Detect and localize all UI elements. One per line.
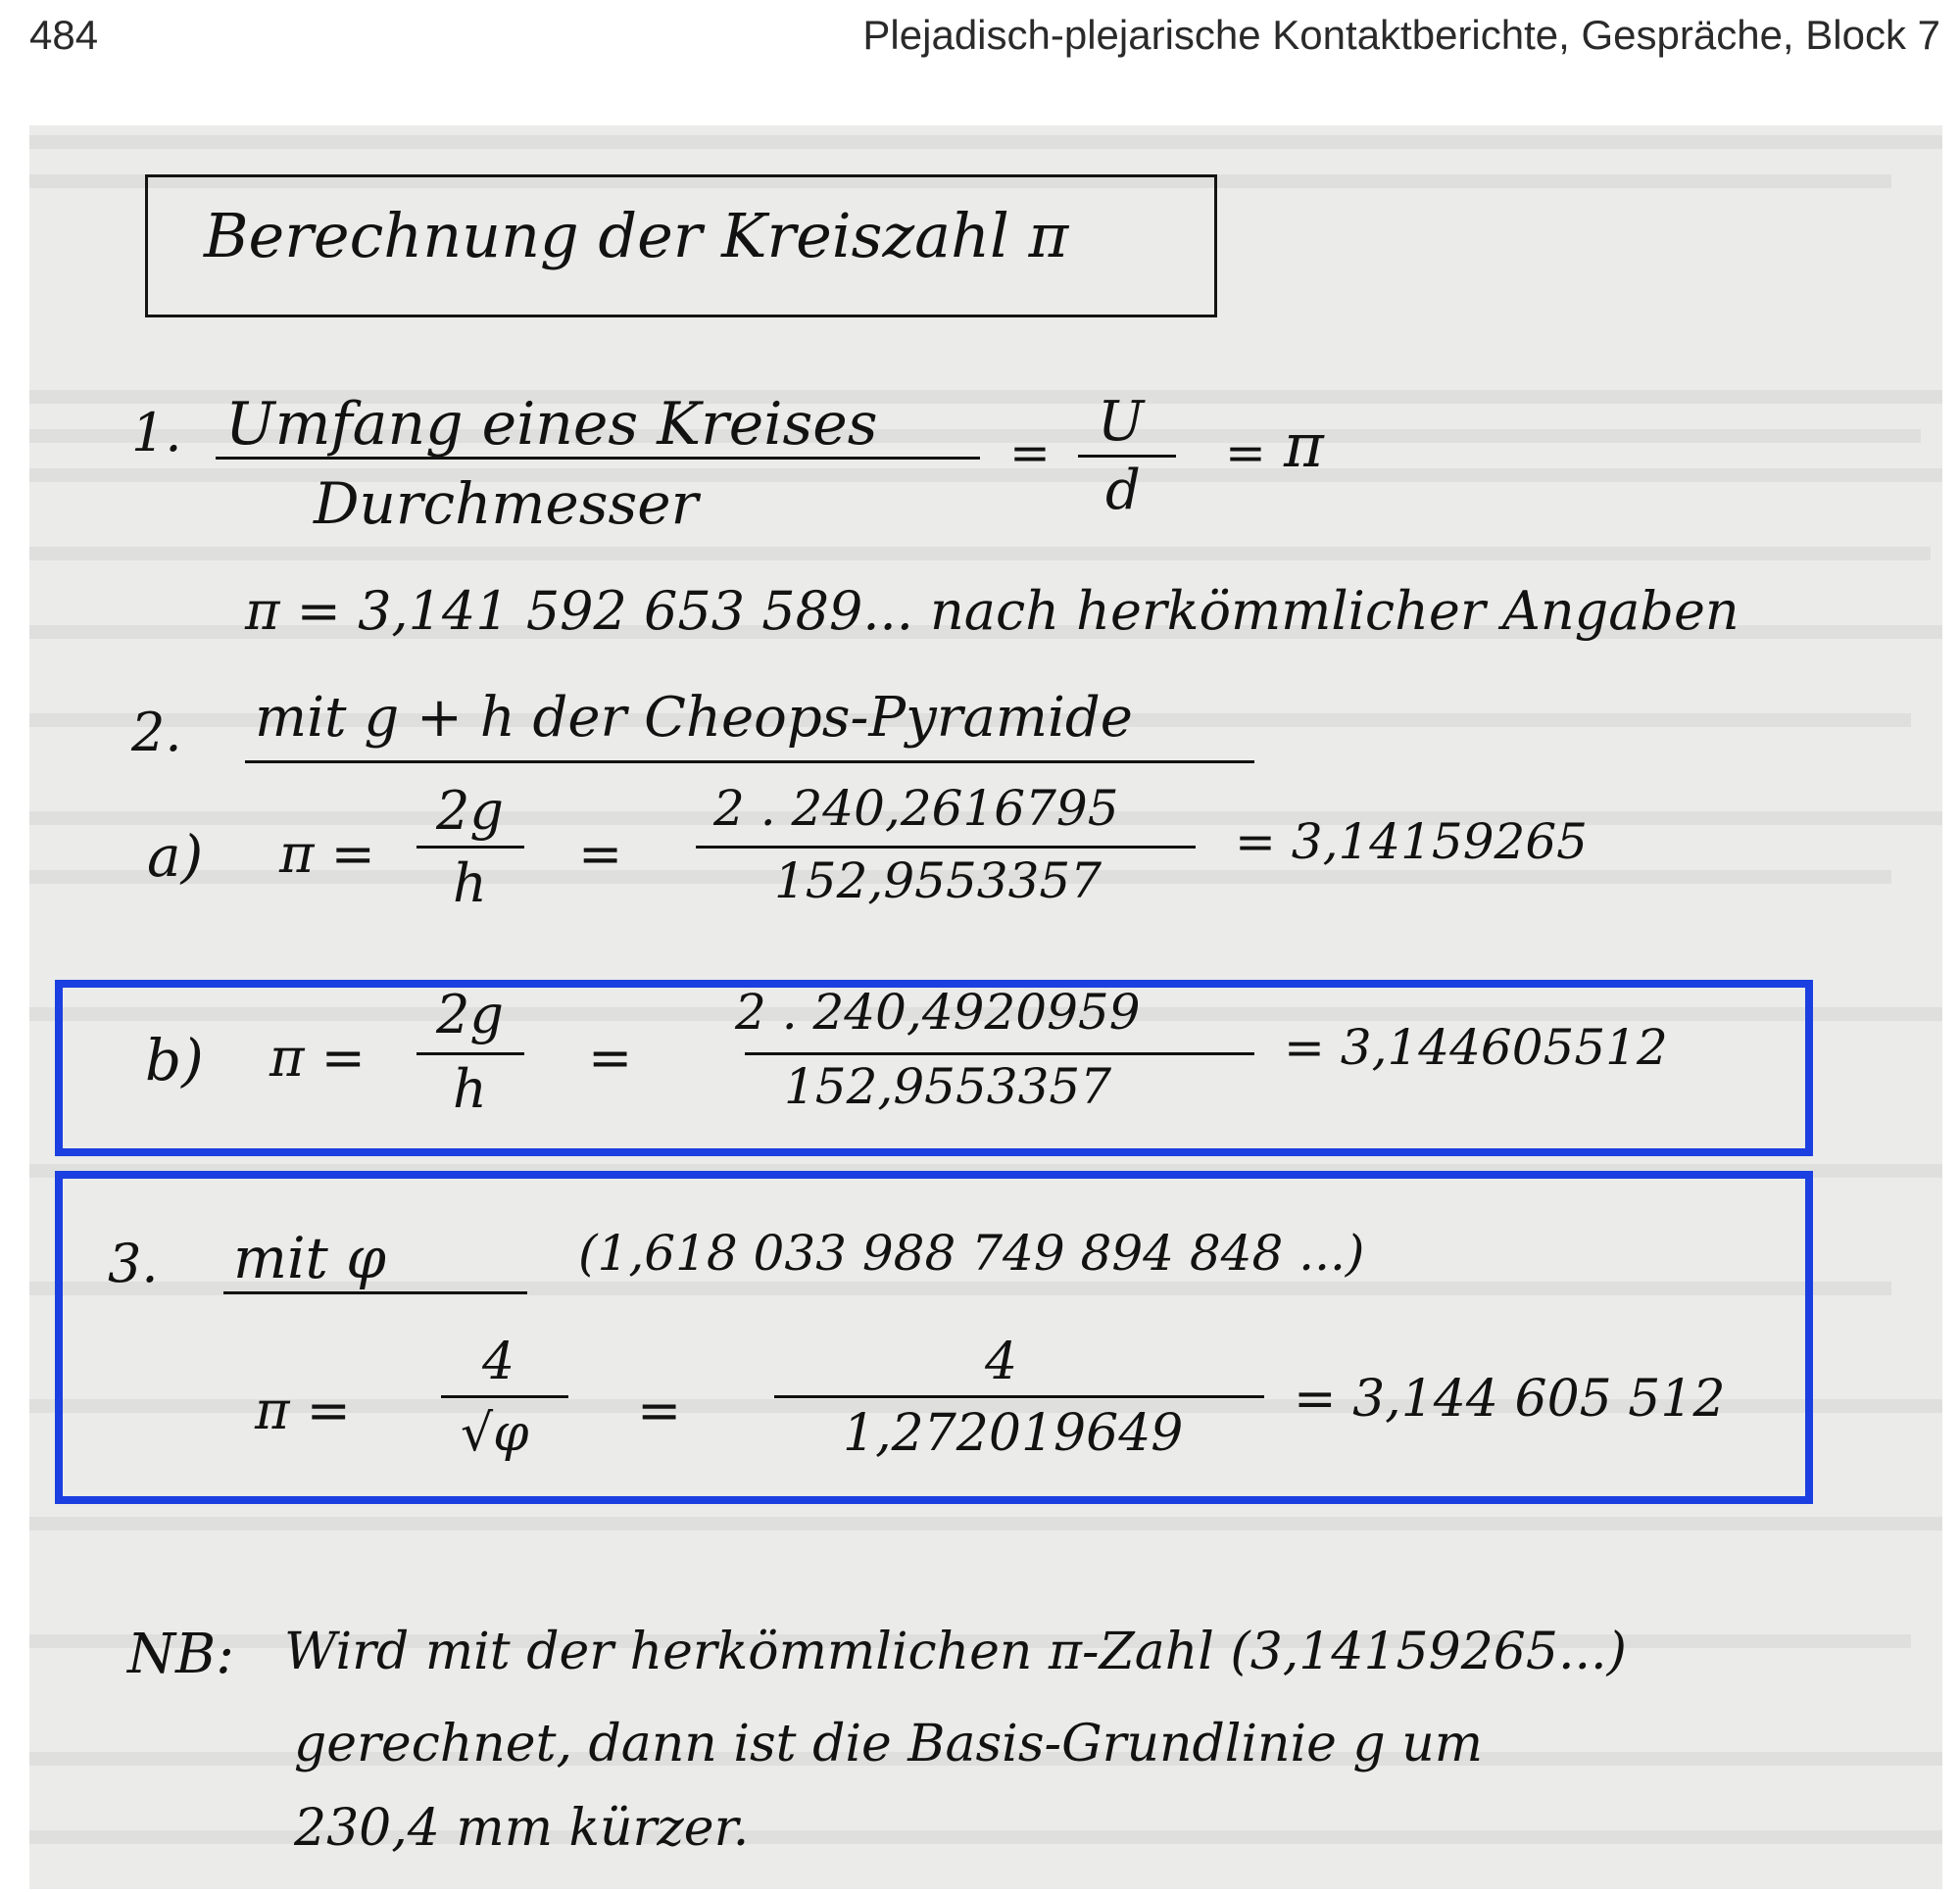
section-2-number: 2. bbox=[131, 702, 182, 763]
section-3-numerator: 4 bbox=[985, 1333, 1018, 1391]
highlight-box-part-b bbox=[55, 980, 1813, 1156]
part-a-result: = 3,14159265 bbox=[1235, 813, 1588, 870]
highlight-box-section-3 bbox=[55, 1171, 1813, 1504]
section-3-frac-numerator: 4 bbox=[482, 1333, 515, 1391]
part-a-denominator: 152,9553357 bbox=[774, 852, 1102, 909]
part-b-numerator: 2 . 240,4920959 bbox=[735, 984, 1141, 1041]
nb-line-2: gerechnet, dann ist die Basis-Grundlinie g um bbox=[294, 1715, 1484, 1773]
section-2-underline bbox=[245, 760, 1254, 763]
fraction-denominator-d: d bbox=[1105, 459, 1141, 522]
section-3-number: 3. bbox=[108, 1233, 159, 1294]
part-b-frac-numerator: 2g bbox=[436, 984, 504, 1045]
section-3-result: = 3,144 605 512 bbox=[1294, 1370, 1726, 1429]
fraction-bar bbox=[416, 846, 524, 849]
part-a-numerator: 2 . 240,2616795 bbox=[713, 780, 1119, 837]
fraction-numerator-u: U bbox=[1098, 390, 1145, 454]
fraction-bar bbox=[1078, 455, 1176, 458]
section-2-label: mit g + h der Cheops-Pyramide bbox=[255, 686, 1133, 750]
equals-sign: = bbox=[1009, 424, 1051, 481]
running-title: Plejadisch-plejarische Kontaktberichte, Gespräche, Block 7 bbox=[862, 12, 1940, 58]
pi-conventional-value: π = 3,141 592 653 589... nach herkömmlicher Angaben bbox=[245, 580, 1740, 642]
part-a-frac-numerator: 2g bbox=[436, 780, 504, 842]
equals-sign: = bbox=[1225, 424, 1266, 481]
nb-line-1: Wird mit der herkömmlichen π-Zahl (3,14159265...) bbox=[284, 1623, 1627, 1681]
part-b-pi-equals: π = bbox=[270, 1027, 366, 1089]
section-3-frac-denominator: √φ bbox=[461, 1404, 529, 1463]
fraction-bar bbox=[216, 457, 980, 460]
section-3-label: mit φ bbox=[233, 1225, 386, 1291]
section-1-numerator: Umfang eines Kreises bbox=[225, 390, 878, 459]
section-1-number: 1. bbox=[131, 402, 182, 463]
bleed-through-line bbox=[29, 1517, 1942, 1530]
part-a-frac-denominator: h bbox=[453, 852, 487, 914]
section-3-denominator: 1,272019649 bbox=[843, 1404, 1184, 1463]
pi-symbol: π bbox=[1284, 410, 1324, 481]
nb-line-3: 230,4 mm kürzer. bbox=[294, 1799, 750, 1858]
page-number: 484 bbox=[29, 12, 99, 58]
section-3-pi-equals: π = bbox=[255, 1380, 351, 1441]
part-b-denominator: 152,9553357 bbox=[784, 1058, 1112, 1115]
phi-value: (1,618 033 988 749 894 848 ...) bbox=[578, 1225, 1365, 1282]
nb-label: NB: bbox=[127, 1623, 235, 1686]
part-a-pi-equals: π = bbox=[279, 823, 375, 885]
bleed-through-line bbox=[29, 135, 1942, 149]
part-b-label: b) bbox=[145, 1027, 204, 1093]
part-b-equals: = bbox=[588, 1027, 633, 1089]
part-a-equals: = bbox=[578, 823, 623, 885]
section-3-equals: = bbox=[637, 1380, 682, 1441]
page-title: Berechnung der Kreiszahl π bbox=[204, 200, 1069, 271]
fraction-bar bbox=[696, 846, 1196, 849]
part-b-frac-denominator: h bbox=[453, 1058, 487, 1120]
part-b-result: = 3,144605512 bbox=[1284, 1019, 1668, 1076]
section-1-denominator: Durchmesser bbox=[314, 470, 699, 537]
bleed-through-line bbox=[29, 547, 1931, 560]
part-a-label: a) bbox=[147, 823, 204, 890]
